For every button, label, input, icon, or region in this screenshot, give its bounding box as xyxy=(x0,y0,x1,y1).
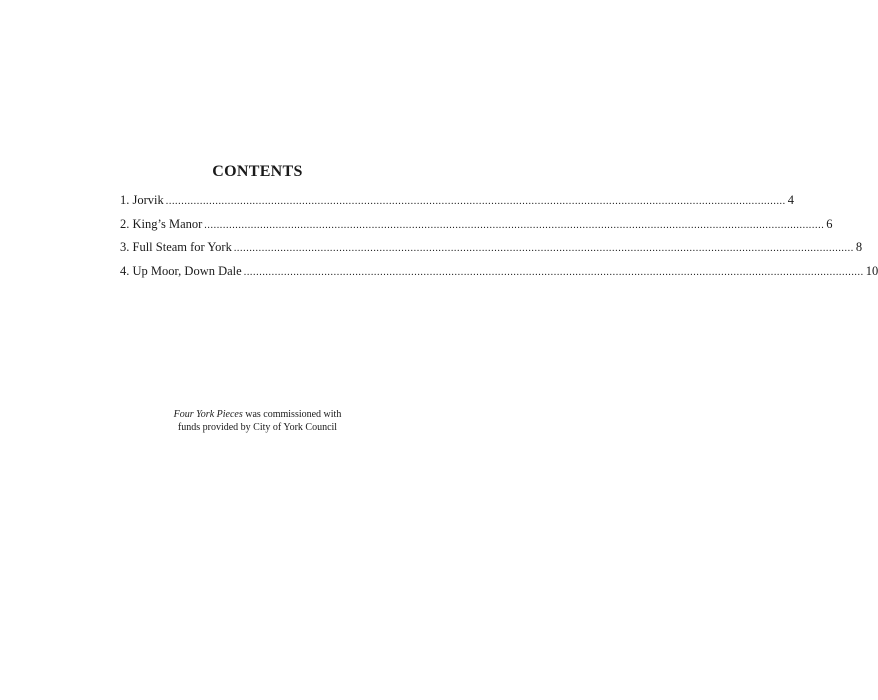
work-title: Four York Pieces xyxy=(173,409,243,420)
toc-dot-leader: ........................................................................................................................................................................................................ xyxy=(243,266,864,278)
toc-entry-1 xyxy=(120,193,794,217)
toc-entry-label: 3. Full Steam for York xyxy=(120,240,232,254)
commission-note-line1: was commissioned with xyxy=(242,409,342,420)
commission-note-line2: funds provided by City of York Council xyxy=(177,422,338,433)
contents-heading: CONTENTS xyxy=(212,163,303,180)
toc-page-number: 4 xyxy=(787,193,794,207)
toc-dot-leader: ........................................................................................................................................................................................................ xyxy=(233,243,854,254)
table-of-contents xyxy=(120,193,878,287)
toc-entry-label: 2. King’s Manor xyxy=(120,216,203,231)
toc-entry-4 xyxy=(120,263,878,288)
toc-page-number: 10 xyxy=(865,263,878,278)
toc-entry-2 xyxy=(120,216,833,241)
toc-entry-label: 1. Jorvik xyxy=(120,193,164,207)
toc-dot-leader: ........................................................................................................................................................................................................ xyxy=(204,219,825,231)
toc-entry-label: 4. Up Moor, Down Dale xyxy=(120,263,242,278)
toc-page-number: 8 xyxy=(855,240,863,254)
toc-page-number: 6 xyxy=(826,216,833,231)
toc-dot-leader: ........................................................................................................................................................................................................ xyxy=(165,196,786,207)
toc-entry-3 xyxy=(120,240,863,264)
commission-note xyxy=(0,408,515,434)
